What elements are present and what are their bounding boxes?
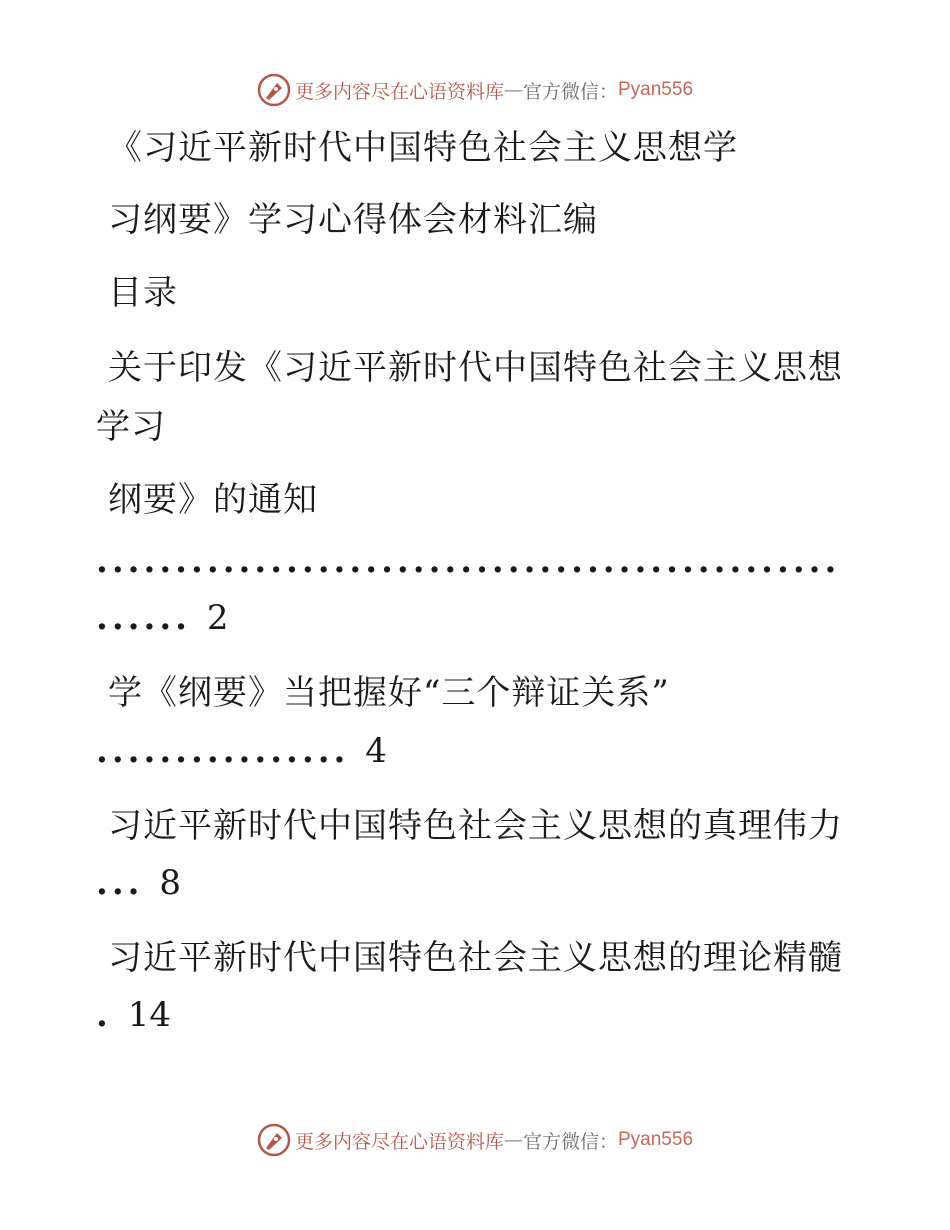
toc-entry-3-page: 8 — [159, 863, 181, 903]
wechat-id: Pyan556 — [618, 79, 694, 100]
toc-entry-2-leader: ................ — [96, 731, 350, 771]
toc-entry-1-leader-cont — [96, 598, 229, 638]
toc-entry-2-leader-line — [96, 731, 387, 771]
toc-entry-3-leader: ... — [96, 863, 144, 903]
toc-entry-4-leader-line — [96, 995, 171, 1035]
toc-entry-3-leader-line — [96, 863, 181, 903]
banner-text: 更多内容尽在心语资料库 — [294, 80, 504, 103]
toc-entry-1-title-line3: 纲要》的通知 — [108, 480, 318, 520]
toc-entry-4-title: 习近平新时代中国特色社会主义思想的理论精髓 — [108, 938, 843, 978]
toc-entry-1-title-line2: 学习 — [96, 407, 166, 447]
toc-entry-1-leader: ............................................... — [96, 541, 841, 581]
toc-entry-4-page: 14 — [127, 995, 171, 1035]
banner-dash: — — [503, 79, 523, 101]
wechat-label: 官方微信： — [522, 80, 618, 103]
header-banner — [0, 70, 950, 110]
pen-nib-logo-icon — [257, 1123, 291, 1157]
toc-entry-2-page: 4 — [365, 731, 387, 771]
footer-banner — [0, 1120, 950, 1160]
wechat-label: 官方微信： — [522, 1130, 618, 1153]
document-title-line2: 习纲要》学习心得体会材料汇编 — [108, 200, 598, 240]
toc-entry-1-page: 2 — [206, 598, 229, 638]
toc-entry-2-title: 学《纲要》当把握好“三个辩证关系” — [108, 673, 670, 713]
toc-entry-4-leader: . — [96, 995, 112, 1035]
toc-entry-1-title-line1: 关于印发《习近平新时代中国特色社会主义思想 — [108, 348, 843, 388]
banner-text: 更多内容尽在心语资料库 — [294, 1130, 504, 1153]
wechat-id: Pyan556 — [618, 1129, 694, 1150]
toc-entry-3-title: 习近平新时代中国特色社会主义思想的真理伟力 — [108, 806, 843, 846]
pen-nib-logo-icon — [257, 73, 291, 107]
document-title-line1: 《习近平新时代中国特色社会主义思想学 — [108, 128, 738, 168]
toc-heading: 目录 — [108, 273, 178, 313]
toc-entry-1-leader2: ...... — [96, 598, 192, 638]
banner-dash: — — [503, 1129, 523, 1151]
